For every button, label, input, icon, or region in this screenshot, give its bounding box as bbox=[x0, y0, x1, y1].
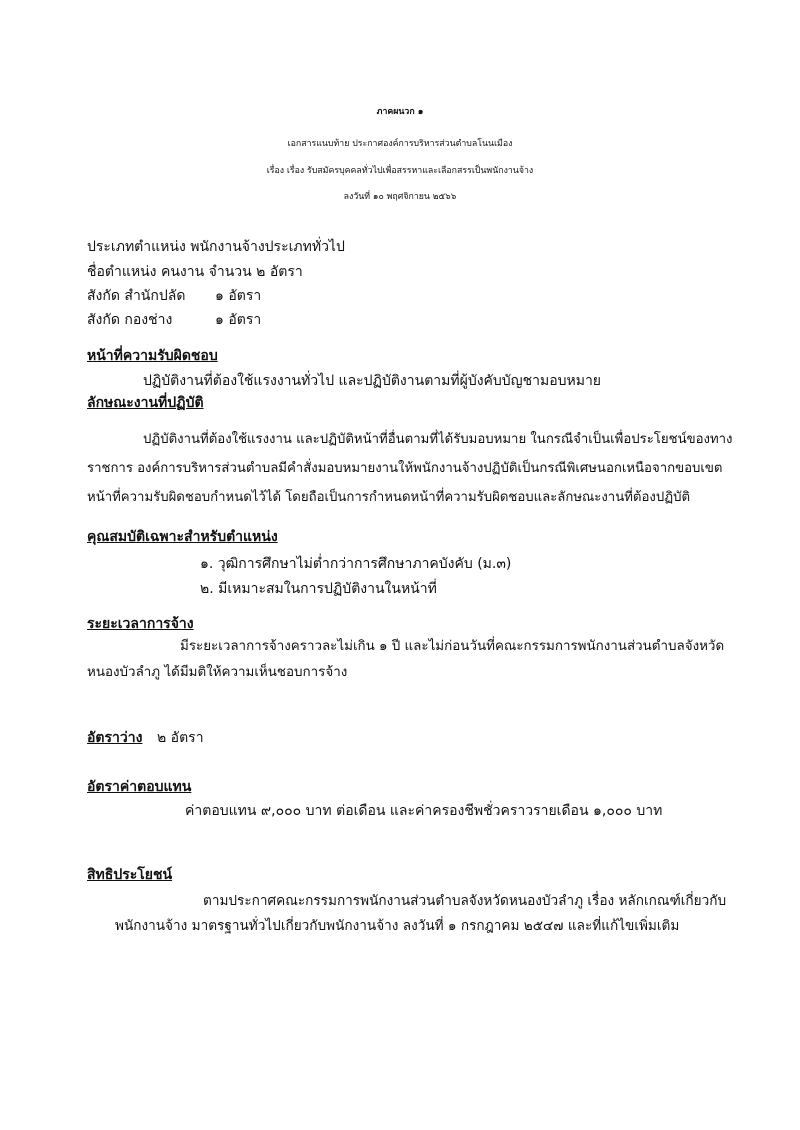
job-nature-heading: ลักษณะงานที่ปฏิบัติ bbox=[87, 395, 204, 411]
duration-line-2: หนองบัวลำภู ได้มีมติให้ความเห็นชอบการจ้าง bbox=[87, 665, 348, 680]
header-line-2: เรื่อง เรื่อง รับสมัครบุคคลทั่วไปเพื่อสรรหาและเลือกสรรเป็นพนักงานจ้าง bbox=[266, 166, 534, 176]
qualification-item: ๒. มีเหมาะสมในการปฏิบัติงานในหน้าที่ bbox=[200, 581, 437, 597]
header-line-1: เอกสารแนบท้าย ประกาศองค์การบริหารส่วนตำบลโนนเมือง bbox=[287, 139, 513, 149]
benefits-line-1: ตามประกาศคณะกรรมการพนักงานส่วนตำบลจังหวัดหนองบัวลำภู เรื่อง หลักเกณฑ์เกี่ยวกับ bbox=[203, 893, 727, 909]
annex-title: ภาคผนวก ๑ bbox=[376, 107, 424, 117]
job-nature-line-1: ปฏิบัติงานที่ต้องใช้แรงงาน และปฏิบัติหน้าที่อื่นตามที่ได้รับมอบหมาย ในกรณีจำเป็นเพื่อประโยชน์ของทาง bbox=[143, 432, 733, 447]
duration-line-1: มีระยะเวลาการจ้างคราวละไม่เกิน ๑ ปี และไม่ก่อนวันที่คณะกรรมการพนักงานส่วนตำบลจังหวัด bbox=[180, 639, 725, 654]
duties-heading: หน้าที่ความรับผิดชอบ bbox=[87, 348, 218, 364]
unit-2-label: สังกัด กองช่าง bbox=[87, 312, 173, 328]
vacancies-value: ๒ อัตรา bbox=[157, 730, 204, 746]
qualifications-heading: คุณสมบัติเฉพาะสำหรับตำแหน่ง bbox=[87, 529, 278, 545]
position-name: ชื่อตำแหน่ง คนงาน จำนวน ๒ อัตรา bbox=[87, 264, 303, 280]
job-nature-line-2: ราชการ องค์การบริหารส่วนตำบลมีคำสั่งมอบหมายงานให้พนักงานจ้างปฏิบัติเป็นกรณีพิเศษนอกเหนือจากขอบเขต bbox=[87, 461, 723, 476]
unit-1-label: สังกัด สำนักปลัด bbox=[87, 288, 186, 304]
compensation-text: ค่าตอบแทน ๙,๐๐๐ บาท ต่อเดือน และค่าครองชีพชั่วคราวรายเดือน ๑,๐๐๐ บาท bbox=[185, 803, 663, 819]
unit-2-count: ๑ อัตรา bbox=[215, 312, 262, 328]
benefits-heading: สิทธิประโยชน์ bbox=[87, 867, 173, 883]
unit-1-count: ๑ อัตรา bbox=[215, 288, 262, 304]
compensation-heading: อัตราค่าตอบแทน bbox=[87, 779, 192, 795]
duration-heading: ระยะเวลาการจ้าง bbox=[87, 616, 194, 632]
vacancies-heading: อัตราว่าง bbox=[87, 730, 143, 746]
header-date: ลงวันที่ ๑๐ พฤศจิกายน ๒๕๖๖ bbox=[343, 192, 457, 202]
qualification-item: ๑. วุฒิการศึกษาไม่ต่ำกว่าการศึกษาภาคบังคับ (ม.๓) bbox=[200, 556, 512, 572]
benefits-line-2: พนักงานจ้าง มาตรฐานทั่วไปเกี่ยวกับพนักงานจ้าง ลงวันที่ ๑ กรกฎาคม ๒๕๔๗ และที่แก้ไขเพิ่มเติม bbox=[115, 918, 680, 934]
duties-text: ปฏิบัติงานที่ต้องใช้แรงงานทั่วไป และปฏิบัติงานตามที่ผู้บังคับบัญชามอบหมาย bbox=[143, 373, 602, 389]
job-nature-line-3: หน้าที่ความรับผิดชอบกำหนดไว้ได้ โดยถือเป็นการกำหนดหน้าที่ความรับผิดชอบและลักษณะงานที่ต้องปฏิบัติ bbox=[87, 490, 691, 505]
position-type: ประเภทตำแหน่ง พนักงานจ้างประเภททั่วไป bbox=[87, 239, 345, 255]
